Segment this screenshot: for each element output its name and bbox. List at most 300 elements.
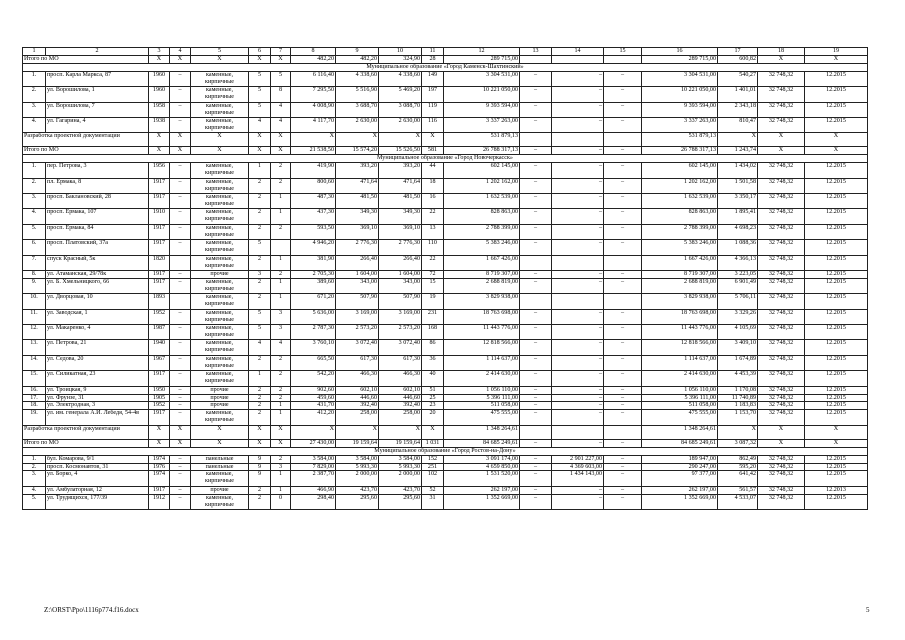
table-cell: – <box>604 240 642 255</box>
table-cell: 18 763 698,00 <box>444 309 520 324</box>
table-cell: 5 <box>249 87 271 102</box>
row-number: 18. <box>23 402 46 410</box>
table-cell: 3 350,17 <box>718 194 758 209</box>
table-cell: каменные, кирпичные <box>191 309 249 324</box>
row-number: 14. <box>23 355 46 370</box>
table-cell: 1 434,02 <box>718 163 758 178</box>
table-cell: – <box>520 278 552 293</box>
table-cell: 1 348 264,61 <box>444 425 520 439</box>
table-cell: 1905 <box>149 394 170 402</box>
table-cell <box>520 425 552 439</box>
table-cell: 2 787,30 <box>291 325 336 340</box>
table-cell: – <box>604 71 642 86</box>
table-cell: X <box>170 439 191 447</box>
table-cell: каменные, кирпичные <box>191 178 249 193</box>
table-cell: 1917 <box>149 486 170 494</box>
table-cell: 475 555,00 <box>642 410 718 425</box>
table-cell: 902,60 <box>291 386 336 394</box>
table-cell: 12.2015 <box>805 471 868 486</box>
table-cell: – <box>552 371 604 386</box>
table-row <box>23 278 868 293</box>
table-cell: 32 748,32 <box>758 71 805 86</box>
table-cell: – <box>604 410 642 425</box>
table-cell: – <box>552 224 604 239</box>
table-cell: 1917 <box>149 194 170 209</box>
table-cell <box>552 133 604 147</box>
table-cell: X <box>191 425 249 439</box>
address-cell: просп. Баклановский, 28 <box>46 194 149 209</box>
table-cell: 26 788 317,13 <box>444 147 520 155</box>
table-cell: 23 <box>422 402 444 410</box>
table-cell: 2 573,20 <box>379 325 422 340</box>
table-cell: 15 <box>422 278 444 293</box>
table-cell <box>520 55 552 63</box>
table-cell: 1 <box>271 410 291 425</box>
table-cell: – <box>520 209 552 224</box>
table-cell: 8 719 307,00 <box>642 271 718 279</box>
row-number: 12. <box>23 325 46 340</box>
table-cell: – <box>552 240 604 255</box>
table-cell: каменные, кирпичные <box>191 340 249 355</box>
address-cell: ул. Электродная, 3 <box>46 402 149 410</box>
table-cell: X <box>758 133 805 147</box>
address-cell: просп. Карла Маркса, 87 <box>46 71 149 86</box>
table-cell: – <box>170 386 191 394</box>
table-cell <box>604 55 642 63</box>
table-cell <box>170 255 191 270</box>
table-cell: – <box>604 355 642 370</box>
table-cell: 12.2015 <box>805 410 868 425</box>
table-row <box>23 178 868 193</box>
row-number: 3. <box>23 471 46 486</box>
table-cell: 2 <box>249 224 271 239</box>
table-row <box>23 209 868 224</box>
table-cell: 13 <box>422 224 444 239</box>
row-number: 1. <box>23 163 46 178</box>
table-cell: 12.2015 <box>805 371 868 386</box>
table-cell: 2 <box>249 278 271 293</box>
table-cell: 2 <box>249 494 271 509</box>
table-cell: 12.2015 <box>805 386 868 394</box>
column-number: 15 <box>604 48 642 56</box>
table-cell: – <box>520 178 552 193</box>
table-cell: X <box>805 439 868 447</box>
table-cell: 15 574,20 <box>336 147 379 155</box>
table-cell: 262 197,00 <box>642 486 718 494</box>
table-cell: 602 145,00 <box>642 163 718 178</box>
table-cell: 18 <box>422 178 444 193</box>
table-cell: 12.2013 <box>805 486 868 494</box>
table-cell: 12.2015 <box>805 340 868 355</box>
table-cell: 32 748,32 <box>758 178 805 193</box>
table-cell: – <box>520 309 552 324</box>
table-cell: – <box>520 240 552 255</box>
table-cell: 1917 <box>149 410 170 425</box>
table-cell: – <box>604 439 642 447</box>
table-cell: 10 221 050,00 <box>444 87 520 102</box>
address-cell: ул. Ворошилова, 7 <box>46 102 149 117</box>
table-cell: 2 387,70 <box>291 471 336 486</box>
table-cell: 32 748,32 <box>758 271 805 279</box>
table-cell: X <box>718 425 758 439</box>
table-cell: – <box>552 102 604 117</box>
row-number: 8. <box>23 271 46 279</box>
table-cell: 168 <box>422 325 444 340</box>
table-cell: 7 295,50 <box>291 87 336 102</box>
address-cell: просп. Ермака, 107 <box>46 209 149 224</box>
table-cell: X <box>805 425 868 439</box>
column-number: 11 <box>422 48 444 56</box>
table-cell: 5 469,20 <box>379 87 422 102</box>
table-cell: 12.2015 <box>805 494 868 509</box>
table-cell: каменные, кирпичные <box>191 255 249 270</box>
table-cell: 3 169,00 <box>379 309 422 324</box>
table-cell: 1 183,83 <box>718 402 758 410</box>
table-cell: 3 337 263,00 <box>642 117 718 132</box>
table-cell: 1917 <box>149 278 170 293</box>
table-cell: – <box>604 278 642 293</box>
table-cell: 32 748,32 <box>758 87 805 102</box>
table-row <box>23 325 868 340</box>
table-cell <box>552 425 604 439</box>
table-cell: 290 247,00 <box>642 463 718 471</box>
table-row <box>23 371 868 386</box>
table-cell: 32 748,32 <box>758 240 805 255</box>
table-cell: – <box>520 147 552 155</box>
table-cell: X <box>805 133 868 147</box>
table-cell: – <box>552 494 604 509</box>
table-cell: 2 <box>249 255 271 270</box>
table-cell: – <box>170 117 191 132</box>
table-cell: 1893 <box>149 294 170 309</box>
table-cell: – <box>604 117 642 132</box>
table-cell: – <box>170 87 191 102</box>
table-cell: 446,60 <box>336 394 379 402</box>
table-cell: 22 <box>422 209 444 224</box>
table-cell: 1 <box>271 209 291 224</box>
table-cell: X <box>422 425 444 439</box>
table-row <box>23 71 868 86</box>
table-cell: 1 <box>271 402 291 410</box>
table-cell: X <box>149 147 170 155</box>
table-cell: X <box>336 133 379 147</box>
table-cell: 97 377,00 <box>642 471 718 486</box>
table-cell: 1 088,36 <box>718 240 758 255</box>
table-cell: 32 748,32 <box>758 471 805 486</box>
table-cell: – <box>552 178 604 193</box>
table-cell: 9 <box>249 455 271 463</box>
table-cell: X <box>379 133 422 147</box>
table-cell: 32 748,32 <box>758 463 805 471</box>
table-cell: 507,90 <box>336 294 379 309</box>
table-cell: 5 636,00 <box>291 309 336 324</box>
table-cell: панельные <box>191 455 249 463</box>
table-cell: 21 538,50 <box>291 147 336 155</box>
table-row <box>23 271 868 279</box>
table-cell: – <box>520 386 552 394</box>
table-cell: 32 748,32 <box>758 209 805 224</box>
address-cell: ул. Дворцовая, 10 <box>46 294 149 309</box>
table-cell: 4 117,70 <box>291 117 336 132</box>
table-cell: 12.2015 <box>805 278 868 293</box>
table-cell: 1 056 110,00 <box>444 386 520 394</box>
table-cell: X <box>758 425 805 439</box>
row-number: 2. <box>23 178 46 193</box>
table-cell: 602 145,00 <box>444 163 520 178</box>
table-cell: 12.2015 <box>805 209 868 224</box>
address-cell: ул. Фрунзе, 31 <box>46 394 149 402</box>
table-cell: 3 688,70 <box>336 102 379 117</box>
table-cell: 471,64 <box>379 178 422 193</box>
table-cell: 1 604,00 <box>379 271 422 279</box>
table-cell: 12.2015 <box>805 102 868 117</box>
table-cell: 9 393 594,00 <box>444 102 520 117</box>
table-cell: каменные, кирпичные <box>191 87 249 102</box>
table-cell: 5 <box>249 102 271 117</box>
column-number: 3 <box>149 48 170 56</box>
table-cell: 3 088,70 <box>379 102 422 117</box>
table-cell: 1950 <box>149 386 170 394</box>
column-number: 13 <box>520 48 552 56</box>
table-cell: – <box>170 209 191 224</box>
table-cell: 102 <box>422 471 444 486</box>
table-cell: 12.2015 <box>805 402 868 410</box>
column-number: 10 <box>379 48 422 56</box>
table-cell: 324,90 <box>379 55 422 63</box>
row-number: 13. <box>23 340 46 355</box>
table-cell <box>604 425 642 439</box>
row-label: Итого по МО <box>23 439 149 447</box>
table-cell: 1917 <box>149 224 170 239</box>
table-cell: 3 <box>271 325 291 340</box>
table-cell: 7 829,00 <box>291 463 336 471</box>
row-number: 5. <box>23 494 46 509</box>
table-cell <box>604 294 642 309</box>
table-cell: 12.2015 <box>805 309 868 324</box>
column-number: 19 <box>805 48 868 56</box>
table-cell: 32 748,32 <box>758 340 805 355</box>
table-cell: 32 748,32 <box>758 278 805 293</box>
table-cell: – <box>604 87 642 102</box>
table-cell: – <box>170 455 191 463</box>
table-cell: 2 <box>249 178 271 193</box>
table-cell: – <box>520 117 552 132</box>
row-label: Итого по МО <box>23 55 149 63</box>
table-cell: 197 <box>422 87 444 102</box>
table-cell: прочие <box>191 394 249 402</box>
table-cell: – <box>552 355 604 370</box>
table-cell: 15 526,50 <box>379 147 422 155</box>
table-cell: 2 <box>249 209 271 224</box>
table-cell: прочие <box>191 486 249 494</box>
table-cell: 641,42 <box>718 471 758 486</box>
table-cell: 1820 <box>149 255 170 270</box>
address-cell: просп. Ермака, 84 <box>46 224 149 239</box>
table-cell: 4 <box>271 117 291 132</box>
table-cell: 2 <box>249 402 271 410</box>
table-cell: 2 688 819,00 <box>642 278 718 293</box>
table-cell: – <box>170 371 191 386</box>
table-cell: прочие <box>191 271 249 279</box>
table-cell: 4 366,13 <box>718 255 758 270</box>
table-cell: 9 <box>249 471 271 486</box>
table-cell: 31 <box>422 494 444 509</box>
table-cell: 1917 <box>149 240 170 255</box>
table-cell: 343,00 <box>379 278 422 293</box>
table-cell: – <box>552 87 604 102</box>
address-cell: просп. Космонавтов, 31 <box>46 463 149 471</box>
table-cell: 1 501,58 <box>718 178 758 193</box>
table-row <box>23 294 868 309</box>
table-cell: – <box>520 402 552 410</box>
table-cell: каменные, кирпичные <box>191 163 249 178</box>
table-cell: 51 <box>422 386 444 394</box>
table-cell: 52 <box>422 486 444 494</box>
table-cell: 32 748,32 <box>758 294 805 309</box>
table-cell: 0 <box>271 494 291 509</box>
table-cell: 32 748,32 <box>758 494 805 509</box>
table-cell: – <box>520 486 552 494</box>
table-cell: 1987 <box>149 325 170 340</box>
table-cell: X <box>249 439 271 447</box>
table-cell: 2 705,30 <box>291 271 336 279</box>
table-cell: 32 748,32 <box>758 402 805 410</box>
table-cell: 1 170,08 <box>718 386 758 394</box>
table-cell: X <box>422 133 444 147</box>
table-cell: 2 414 630,00 <box>444 371 520 386</box>
table-cell: – <box>520 394 552 402</box>
table-cell: 1 114 637,00 <box>444 355 520 370</box>
table-cell: каменные, кирпичные <box>191 494 249 509</box>
table-cell: 540,27 <box>718 71 758 86</box>
table-cell: 266,40 <box>336 255 379 270</box>
table-cell: 1 895,41 <box>718 209 758 224</box>
table-cell: 1 <box>271 471 291 486</box>
address-cell: ул. Макаренко, 4 <box>46 325 149 340</box>
table-cell: 4 453,39 <box>718 371 758 386</box>
municipality-header-row <box>23 447 868 455</box>
table-cell: каменные, кирпичные <box>191 224 249 239</box>
table-cell: – <box>604 224 642 239</box>
table-row <box>23 486 868 494</box>
address-cell: пл. Ермака, 8 <box>46 178 149 193</box>
table-cell: – <box>170 178 191 193</box>
table-cell: X <box>249 133 271 147</box>
table-cell: – <box>170 471 191 486</box>
table-cell: 20 <box>422 410 444 425</box>
table-cell: 1952 <box>149 402 170 410</box>
table-cell: 393,20 <box>379 163 422 178</box>
table-cell: 12.2015 <box>805 87 868 102</box>
footer-file-path: Z:\ORST\Ppo\1116p774.f16.docx <box>44 606 139 614</box>
column-number-row <box>23 48 868 56</box>
table-cell: X <box>805 55 868 63</box>
address-cell: просп. Платовский, 37а <box>46 240 149 255</box>
table-cell: – <box>604 325 642 340</box>
table-cell: – <box>604 209 642 224</box>
table-cell: 12.2015 <box>805 163 868 178</box>
table-cell: X <box>170 133 191 147</box>
table-cell: 25 <box>422 394 444 402</box>
table-cell: 593,50 <box>291 224 336 239</box>
table-cell: 3 072,40 <box>336 340 379 355</box>
table-cell: 11 443 776,00 <box>642 325 718 340</box>
table-cell: 8 719 307,00 <box>444 271 520 279</box>
table-cell: 22 <box>422 255 444 270</box>
address-cell: бул. Комарова, 9/1 <box>46 455 149 463</box>
table-cell: 32 748,32 <box>758 325 805 340</box>
table-row <box>23 309 868 324</box>
table-cell: 602,10 <box>379 386 422 394</box>
column-number: 9 <box>336 48 379 56</box>
table-cell: 5 <box>249 325 271 340</box>
table-cell: 466,90 <box>291 486 336 494</box>
row-number: 4. <box>23 209 46 224</box>
table-cell: – <box>520 455 552 463</box>
row-number: 4. <box>23 486 46 494</box>
table-cell: 423,70 <box>379 486 422 494</box>
table-cell: 1 243,74 <box>718 147 758 155</box>
table-row <box>23 163 868 178</box>
table-cell: X <box>191 147 249 155</box>
table-cell: 16 <box>422 194 444 209</box>
table-cell: – <box>520 471 552 486</box>
table-cell: 298,40 <box>291 494 336 509</box>
table-cell: 12.2015 <box>805 394 868 402</box>
table-cell: – <box>520 371 552 386</box>
table-row <box>23 386 868 394</box>
table-cell: 595,20 <box>718 463 758 471</box>
table-cell: 1 674,89 <box>718 355 758 370</box>
table-cell: 581 <box>422 147 444 155</box>
table-cell: 466,30 <box>379 371 422 386</box>
table-cell: – <box>604 271 642 279</box>
table-cell: 295,60 <box>336 494 379 509</box>
table-cell: каменные, кирпичные <box>191 117 249 132</box>
row-number: 19. <box>23 410 46 425</box>
table-cell: 828 863,00 <box>642 209 718 224</box>
table-cell: каменные, кирпичные <box>191 294 249 309</box>
table-cell: каменные, кирпичные <box>191 471 249 486</box>
table-cell: 828 863,00 <box>444 209 520 224</box>
table-cell: 32 748,32 <box>758 117 805 132</box>
table-cell: 32 748,32 <box>758 102 805 117</box>
table-cell: 3 584,00 <box>291 455 336 463</box>
table-cell: 1 031 <box>422 439 444 447</box>
table-cell: 12.2015 <box>805 224 868 239</box>
table-cell: 149 <box>422 71 444 86</box>
row-number: 2. <box>23 463 46 471</box>
table-cell: 511 058,00 <box>642 402 718 410</box>
table-row <box>23 340 868 355</box>
table-cell: 343,00 <box>336 278 379 293</box>
table-cell: 3 584,00 <box>336 455 379 463</box>
table-cell: X <box>149 133 170 147</box>
row-number: 2. <box>23 87 46 102</box>
project-docs-row <box>23 133 868 147</box>
municipality-header-row <box>23 155 868 163</box>
table-cell: X <box>170 425 191 439</box>
table-cell: 40 <box>422 371 444 386</box>
column-number: 8 <box>291 48 336 56</box>
table-cell: прочие <box>191 386 249 394</box>
table-row <box>23 224 868 239</box>
table-cell: 810,47 <box>718 117 758 132</box>
table-cell: 412,20 <box>291 410 336 425</box>
table-row <box>23 494 868 509</box>
table-cell: – <box>604 371 642 386</box>
table-cell: – <box>604 386 642 394</box>
